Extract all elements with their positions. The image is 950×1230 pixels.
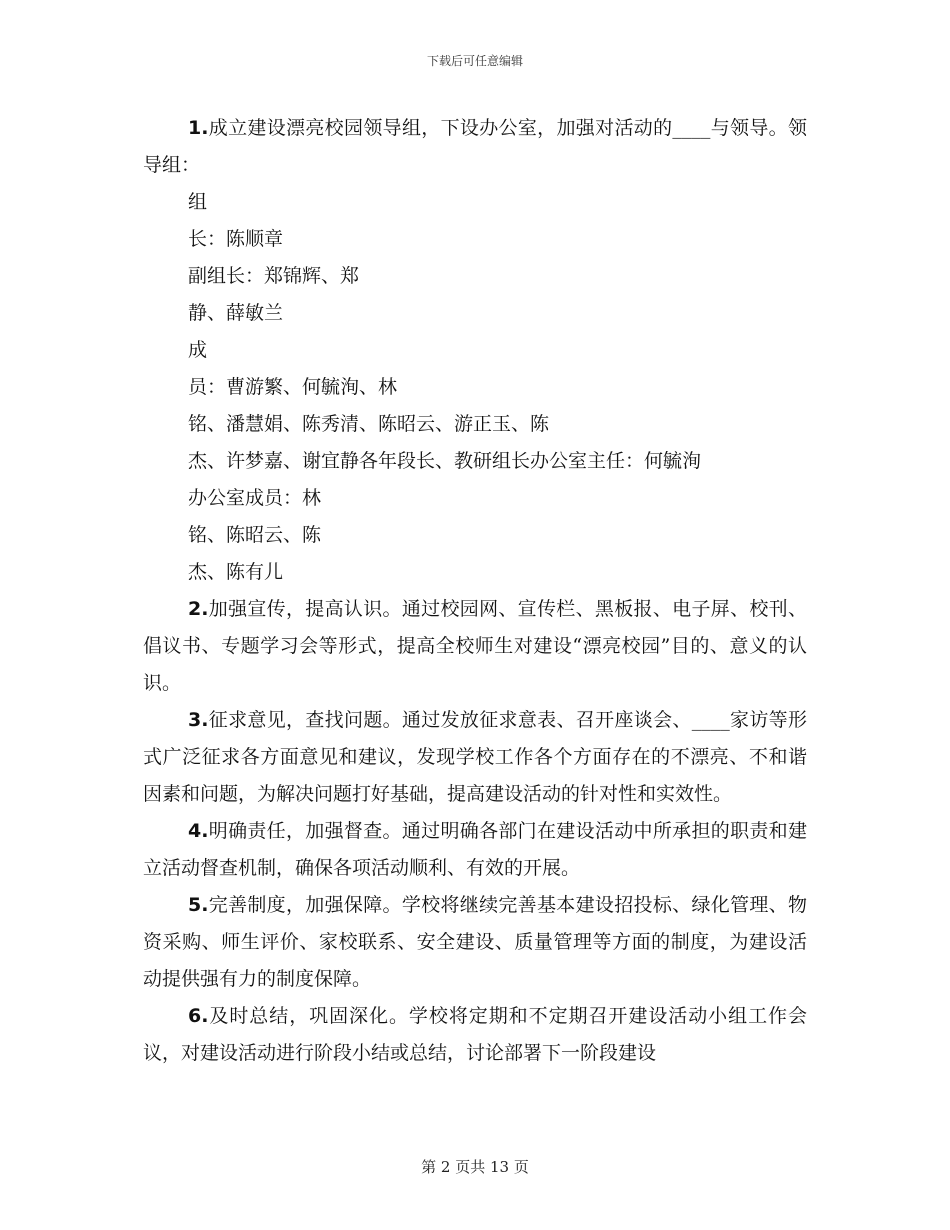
paragraph-text: 加强宣传，提高认识。通过校园网、宣传栏、黑板报、电子屏、校刊、倡议书、专题学习会等形式，提高全校师生对建设“漂亮校园”目的、意义的认识。 xyxy=(143,598,807,694)
leader-line: 副组长：郑锦辉、郑 xyxy=(188,265,360,287)
paragraph-3 xyxy=(143,702,807,813)
page-footer: 第 2 页共 13 页 xyxy=(421,1158,529,1176)
paragraph-2 xyxy=(143,591,807,702)
leader-line: 杰、陈有儿 xyxy=(188,561,284,583)
page-header: 下载后可任意编辑 xyxy=(426,54,523,68)
paragraph-6 xyxy=(143,998,807,1072)
leader-line: 办公室成员：林 xyxy=(188,487,322,509)
paragraph-text: 成立建设漂亮校园领导组，下设办公室，加强对活动的____与领导。领导组： xyxy=(143,117,807,176)
leader-line: 杰、许梦嘉、谢宜静各年段长、教研组长办公室主任：何毓洵 xyxy=(188,450,702,472)
paragraph-1 xyxy=(143,110,807,184)
paragraph-5 xyxy=(143,887,807,998)
item-number: 5. xyxy=(188,894,209,916)
leader-line: 铭、陈昭云、陈 xyxy=(188,524,322,546)
leader-line: 组 xyxy=(188,191,208,213)
leader-line: 长：陈顺章 xyxy=(188,228,284,250)
document-body xyxy=(143,110,807,1072)
item-number: 6. xyxy=(188,1005,209,1027)
paragraph-text: 及时总结，巩固深化。学校将定期和不定期召开建设活动小组工作会议，对建设活动进行阶段小结或总结，讨论部署下一阶段建设 xyxy=(143,1005,807,1064)
item-number: 4. xyxy=(188,820,209,842)
paragraph-4 xyxy=(143,813,807,887)
leader-line: 成 xyxy=(188,339,208,361)
leader-line: 静、薛敏兰 xyxy=(188,302,284,324)
paragraph-text: 征求意见，查找问题。通过发放征求意表、召开座谈会、____家访等形式广泛征求各方面意见和建议，发现学校工作各个方面存在的不漂亮、不和谐因素和问题，为解决问题打好基础，提高建设活动的针对性和实效性。 xyxy=(143,709,807,805)
leader-line: 员：曹游繁、何毓洵、林 xyxy=(188,376,398,398)
paragraph-text: 完善制度，加强保障。学校将继续完善基本建设招投标、绿化管理、物资采购、师生评价、家校联系、安全建设、质量管理等方面的制度，为建设活动提供强有力的制度保障。 xyxy=(143,894,807,990)
paragraph-text: 明确责任，加强督查。通过明确各部门在建设活动中所承担的职责和建立活动督查机制，确保各项活动顺利、有效的开展。 xyxy=(143,820,807,879)
leader-line: 铭、潘慧娟、陈秀清、陈昭云、游正玉、陈 xyxy=(188,413,550,435)
item-number: 3. xyxy=(188,709,209,731)
item-number: 1. xyxy=(188,117,209,139)
item-number: 2. xyxy=(188,598,209,620)
